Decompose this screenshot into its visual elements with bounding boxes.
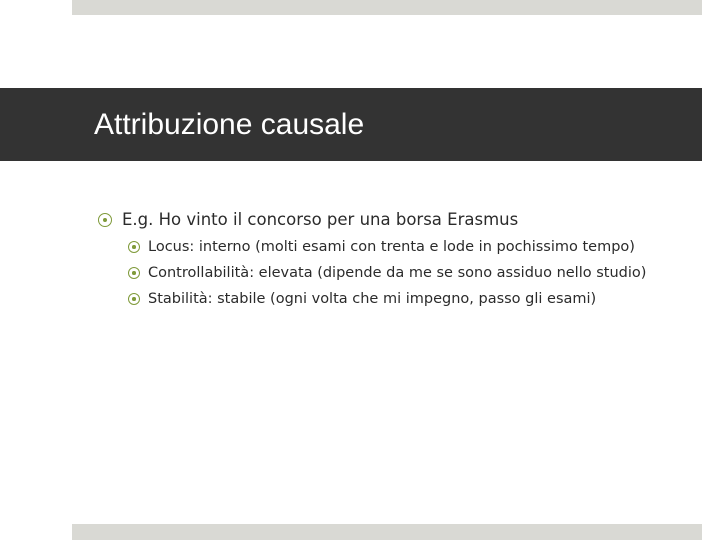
circled-dot-bullet-icon	[128, 267, 140, 279]
circled-dot-bullet-icon	[128, 293, 140, 305]
sub-bullet-controllabilita	[128, 263, 658, 284]
sub-bullet-stabilita	[128, 289, 698, 310]
sub-bullet-list	[128, 237, 698, 310]
circled-dot-bullet-icon	[98, 213, 112, 227]
circled-dot-bullet-icon	[128, 241, 140, 253]
slide-title: Attribuzione causale	[94, 108, 365, 141]
sub-bullet-text: Stabilità: stabile (ogni volta che mi impegno, passo gli esami)	[148, 291, 597, 307]
sub-bullet-text: Controllabilità: elevata (dipende da me se sono assiduo nello studio)	[148, 265, 647, 281]
main-bullet-item	[98, 208, 698, 232]
bottom-decorative-bar	[72, 524, 702, 540]
slide-content	[98, 208, 698, 315]
main-bullet-text: E.g. Ho vinto il concorso per una borsa Erasmus	[122, 210, 519, 229]
sub-bullet-text: Locus: interno (molti esami con trenta e lode in pochissimo tempo)	[148, 239, 635, 255]
sub-bullet-locus	[128, 237, 698, 258]
top-decorative-bar	[72, 0, 702, 15]
